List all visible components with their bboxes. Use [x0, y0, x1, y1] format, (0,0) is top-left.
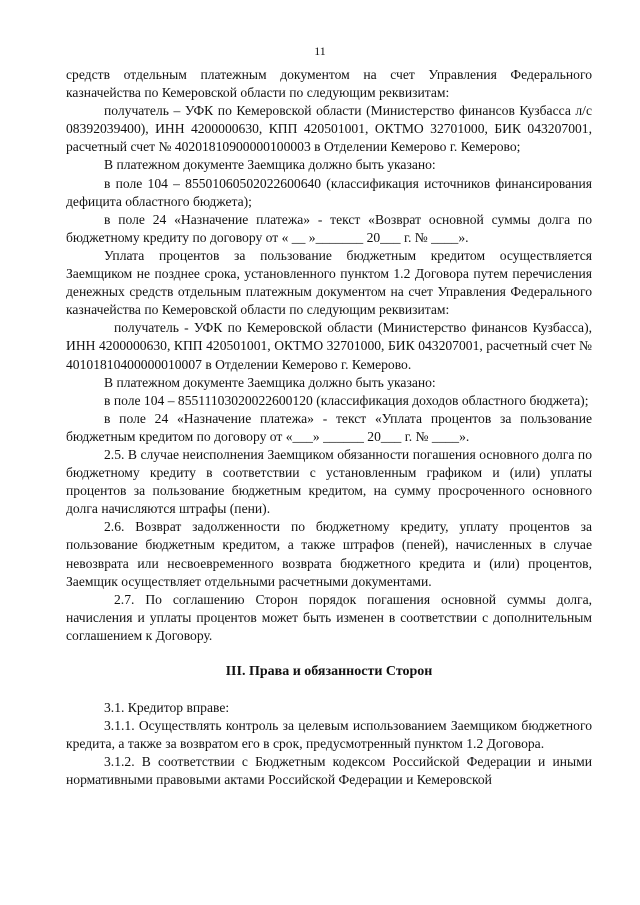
paragraph-2-6: 2.6. Возврат задолженности по бюджетному кредиту, уплату процентов за пользование бюджетным кредитом, а также штрафов (пеней), начисленных в случае невозврата или несвоевременного возврата бюджетного кредита и (или) процентов, Заемщик осуществляет отдельными расчетными документами.	[66, 519, 592, 589]
paragraph-2-5: 2.5. В случае неисполнения Заемщиком обязанности погашения основного долга по бюджетному кредиту в соответствии с установленным графиком и (или) уплаты процентов за пользование бюджетным кредитом, на сумму просроченного основного долга начисляются штрафы (пени).	[66, 446, 592, 517]
paragraph-3-1-2: 3.1.2. В соответствии с Бюджетным кодексом Российской Федерации и иными нормативными правовыми актами Российской Федерации и Кемеровской	[66, 754, 592, 788]
section-heading: III. Права и обязанности Сторон	[225, 664, 433, 679]
paragraph-field-104-1: в поле 104 – 85501060502022600640 (классификация источников финансирования дефицита областного бюджета);	[66, 175, 592, 209]
paragraph-field-24-1: в поле 24 «Назначение платежа» - текст «Возврат основной суммы долга по бюджетному кредиту по договору от « __ »_______ 20___ г. № ____».	[66, 211, 592, 245]
paragraph-3-1-1: 3.1.1. Осуществлять контроль за целевым использованием Заемщиком бюджетного кредита, а также за возвратом его в срок, предусмотренный пунктом 1.2 Договора.	[66, 718, 592, 752]
paragraph-continuation: средств отдельным платежным документом на счет Управления Федерального казначейства по Кемеровской области по следующим реквизитам:	[66, 67, 592, 101]
paragraph-field-24-2: в поле 24 «Назначение платежа» - текст «Уплата процентов за пользование бюджетным кредитом по договору от «___» ______ 20___ г. № ____».	[66, 410, 592, 444]
paragraph-field-104-2: в поле 104 – 85511103020022600120 (классификация доходов областного бюджета);	[104, 392, 589, 408]
paragraph-3-1: 3.1. Кредитор вправе:	[104, 700, 230, 716]
paragraph-recipient-1: получатель – УФК по Кемеровской области (Министерство финансов Кузбасса л/с 08392039400), ИНН 4200000630, КПП 420501001, ОКТМО 32701000, БИК 043207001, расчетный счет № 40201810900000100003 в Отделении Кемерово г. Кемерово;	[66, 103, 592, 155]
paragraph-payment-doc-1: В платежном документе Заемщика должно быть указано:	[104, 157, 436, 173]
document-body	[66, 66, 592, 790]
paragraph-payment-doc-2: В платежном документе Заемщика должно быть указано:	[104, 374, 436, 390]
paragraph-interest-payment: Уплата процентов за пользование бюджетным кредитом осуществляется Заемщиком не позднее срока, установленного пунктом 1.2 Договора путем перечисления денежных средств отдельным платежным документом на счет Управления Федерального казначейства по Кемеровской области по следующим реквизитам:	[66, 247, 592, 318]
page-number: 11	[314, 44, 326, 58]
paragraph-recipient-2: получатель - УФК по Кемеровской области (Министерство финансов Кузбасса), ИНН 4200000630, КПП 420501001, ОКТМО 32701000, БИК 043207001, расчетный счет № 40101810400000010007 в Отделении Кемерово г. Кемерово.	[66, 320, 592, 372]
paragraph-2-7: 2.7. По соглашению Сторон порядок погашения основной суммы долга, начисления и уплаты процентов может быть изменен в соответствии с дополнительным соглашением к Договору.	[66, 591, 592, 643]
